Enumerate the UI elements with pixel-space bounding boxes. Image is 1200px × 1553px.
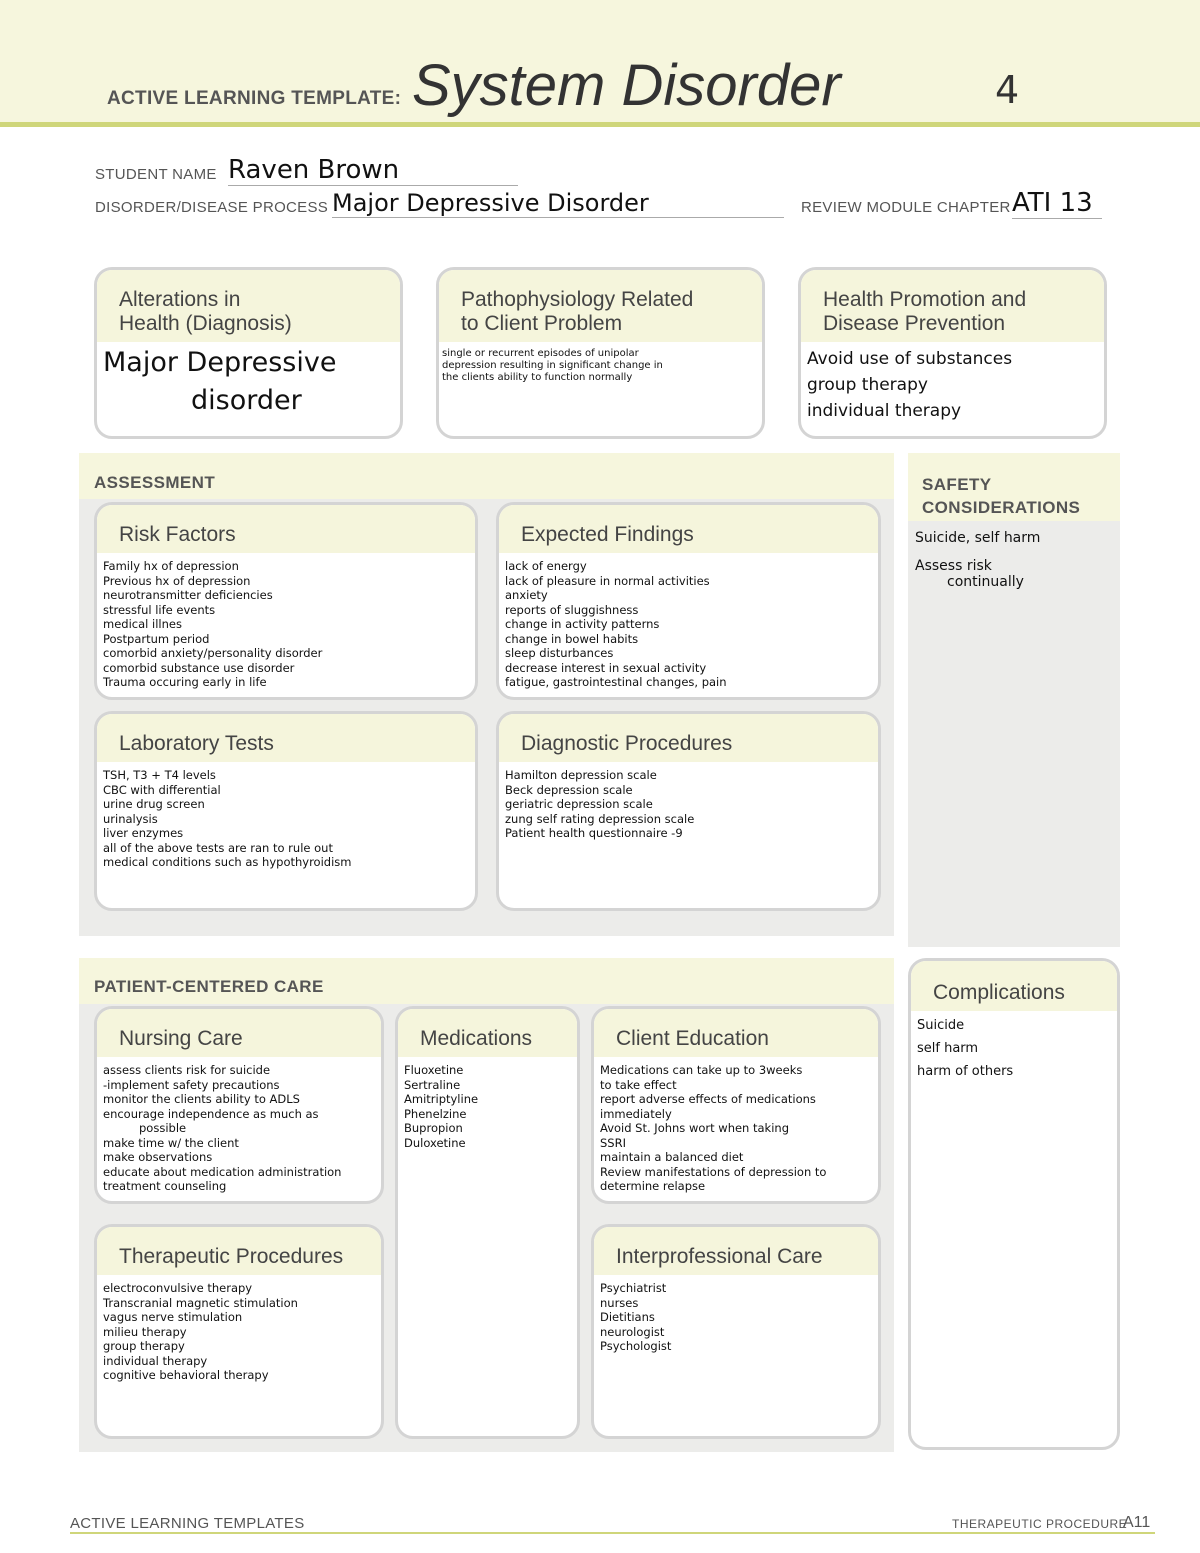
alterations-content: Major Depressive disorder — [103, 347, 337, 416]
health-promotion-content: Avoid use of substances group therapy individual therapy — [807, 349, 1013, 421]
diagnostic-procedures-box — [496, 711, 881, 911]
expected-findings-list: lack of energy lack of pleasure in normal activities anxiety reports of sluggishness change in activity patterns change in bowel habits sleep disturbances decrease interest in sexual activity fatigue, gastrointestinal changes, pain — [505, 559, 727, 689]
alterations-title: Alterations in Health (Diagnosis) — [97, 270, 400, 342]
chapter-label: REVIEW MODULE CHAPTER — [801, 199, 1011, 216]
complications-list: Suicide self harm harm of others — [917, 1018, 1014, 1079]
safety-content: Suicide, self harm Assess risk continually — [915, 530, 1041, 590]
pathophysiology-box — [436, 267, 765, 439]
risk-factors-list: Family hx of depression Previous hx of depression neurotransmitter deficiencies stressful life events medical illnes Postpartum period comorbid anxiety/personality disorder comorbid substance use disorder Trauma occuring early in life — [103, 559, 323, 689]
therapeutic-procedures-list: electroconvulsive therapy Transcranial magnetic stimulation vagus nerve stimulation milieu therapy group therapy individual therapy cognitive behavioral therapy — [103, 1281, 298, 1382]
student-name-field[interactable]: Raven Brown — [228, 155, 518, 186]
diagnostic-procedures-title: Diagnostic Procedures — [499, 714, 878, 762]
nursing-care-title: Nursing Care — [97, 1009, 381, 1057]
pathophysiology-content: single or recurrent episodes of unipolar depression resulting in significant change in the clients ability to function normally — [442, 348, 663, 383]
client-education-list: Medications can take up to 3weeks to take effect report adverse effects of medications immediately Avoid St. Johns wort when taking SSRI maintain a balanced diet Review manifestations of depression to determine relapse — [600, 1063, 827, 1193]
client-education-box — [591, 1006, 881, 1204]
complications-box — [908, 958, 1120, 1450]
interprofessional-care-list: Psychiatrist nurses Dietitians neurologist Psychologist — [600, 1281, 672, 1353]
complications-title: Complications — [911, 961, 1117, 1011]
medications-list: Fluoxetine Sertraline Amitriptyline Phenelzine Bupropion Duloxetine — [404, 1063, 479, 1150]
lab-tests-list: TSH, T3 + T4 levels CBC with differential urine drug screen urinalysis liver enzymes all of the above tests are ran to rule out medical conditions such as hypothyroidism — [103, 768, 352, 869]
footer-left: ACTIVE LEARNING TEMPLATES — [70, 1515, 305, 1532]
assessment-title: ASSESSMENT — [94, 473, 216, 492]
footer-page: A11 — [1123, 1514, 1151, 1531]
student-name-label: STUDENT NAME — [95, 166, 217, 183]
risk-factors-box — [94, 502, 478, 700]
template-label: ACTIVE LEARNING TEMPLATE: — [107, 88, 402, 109]
patient-care-title: PATIENT-CENTERED CARE — [94, 977, 324, 996]
expected-findings-box — [496, 502, 881, 700]
nursing-care-box — [94, 1006, 384, 1204]
expected-findings-title: Expected Findings — [499, 505, 878, 553]
footer-rule — [70, 1532, 1155, 1534]
risk-factors-title: Risk Factors — [97, 505, 475, 553]
health-promotion-box — [798, 267, 1107, 439]
chapter-field[interactable]: ATI 13 — [1012, 188, 1102, 219]
disorder-label: DISORDER/DISEASE PROCESS — [95, 199, 329, 216]
header-rule — [0, 122, 1200, 127]
safety-title: SAFETY CONSIDERATIONS — [922, 475, 1081, 517]
medications-box — [395, 1006, 580, 1439]
diagnostic-procedures-list: Hamilton depression scale Beck depression scale geriatric depression scale zung self rating depression scale Patient health questionnaire -9 — [505, 768, 695, 840]
therapeutic-procedures-title: Therapeutic Procedures — [97, 1227, 381, 1275]
nursing-care-list: assess clients risk for suicide -implement safety precautions monitor the clients ability to ADLS encourage independence as much as possible make time w/ the client make observations educate about medication administration treatment counseling — [103, 1063, 342, 1193]
template-title: System Disorder — [412, 53, 841, 118]
disorder-field[interactable]: Major Depressive Disorder — [332, 189, 784, 218]
alterations-box — [94, 267, 403, 439]
therapeutic-procedures-box — [94, 1224, 384, 1439]
lab-tests-title: Laboratory Tests — [97, 714, 475, 762]
pathophysiology-title: Pathophysiology Related to Client Problem — [439, 270, 762, 342]
page-number-handwritten: 4 — [995, 68, 1020, 112]
interprofessional-care-title: Interprofessional Care — [594, 1227, 878, 1275]
interprofessional-care-box — [591, 1224, 881, 1439]
footer-right: THERAPEUTIC PROCEDURE — [952, 1517, 1128, 1531]
lab-tests-box — [94, 711, 478, 911]
medications-title: Medications — [398, 1009, 577, 1057]
client-education-title: Client Education — [594, 1009, 878, 1057]
health-promotion-title: Health Promotion and Disease Prevention — [801, 270, 1104, 342]
